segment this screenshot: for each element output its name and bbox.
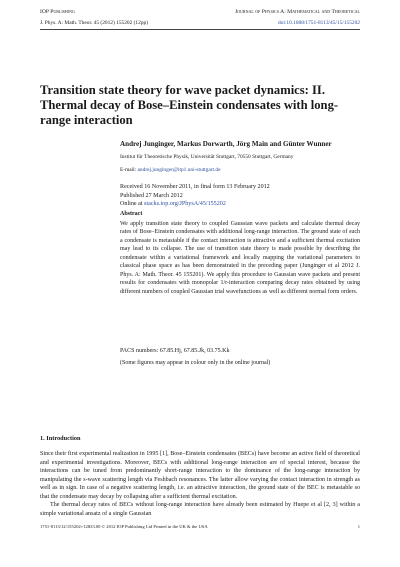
online-url-link[interactable]: stacks.iop.org/JPhysA/45/155202 [144,201,226,208]
journal-name: Journal of Physics A: Mathematical and Theoretical [234,9,360,15]
header-rule [40,29,360,30]
figures-note: (Some figures may appear in colour only in the online journal) [120,360,271,366]
introduction-body [40,450,360,518]
publication-dates [120,183,270,209]
publisher-name: IOP Publishing [40,9,75,15]
abstract-heading: Abstract [120,211,143,217]
online-label: Online at [120,201,143,208]
intro-paragraph-2: The thermal decay rates of BECs without long-range interaction have already been estimated by Huepe et al [2, 3] within a simple variational ansatz of a single Gaussian [40,502,360,517]
author-email [120,167,221,173]
journal-citation: J. Phys. A: Math. Theor. 45 (2012) 155202 (12pp) [40,20,149,26]
author-list: Andrej Junginger, Markus Dorwarth, Jörg Main and Günter Wunner [120,140,332,148]
abstract-text: We apply transition state theory to coupled Gaussian wave packets and calculate thermal decay rates of Bose–Einstein condensates with additional long-range interaction. The ground state of such a condensate is metastable if the contact interaction is attractive and a sufficient thermal excitation may lead to its collapse. The use of transition state theory is made possible by describing the condensate within a variational framework and locally mapping the variational parameters to classical phase space as has been demonstrated in the preceding paper (Junginger et al 2012 J. Phys. A: Math. Theor. 45 155201). We apply this procedure to Gaussian wave packets and present results for condensates with monopolar 1/r-interaction comparing decay rates obtained by using different numbers of coupled Gaussian trial wavefunctions as well as different normal form orders. [120,220,360,295]
email-link[interactable]: andrej.junginger@itp1.uni-stuttgart.de [137,167,221,173]
email-label: E-mail: [120,167,137,173]
published-date: Published 27 March 2012 [120,192,183,199]
article-title: Transition state theory for wave packet dynamics: II. Thermal decay of Bose–Einstein condensates with long-range interaction [40,83,339,128]
author-affiliation: Institut für Theoretische Physik, Universität Stuttgart, 70550 Stuttgart, Germany [120,154,294,160]
section-heading: 1. Introduction [40,435,81,442]
online-line [120,200,270,209]
intro-paragraph-1: Since their first experimental realization in 1995 [1], Bose–Einstein condensates (BECs) have become an active field of theoretical and experimental investigations. Moreover, BECs with additional long-range interaction are of special interest, because the interactions can be tuned from predominantly short-range interaction to the dominance of the long-range interaction by manipulating the s-wave scattering length via Feshbach resonances. The latter allow varying the contact interaction in strength as well as in sign. In case of a negative scattering length, i.e. an attractive interaction, the ground state of the BEC is metastable so that the condensate may decay by collapsing after a sufficient thermal excitation. [40,451,360,500]
footer-copyright: 1751-8113/12/155202+12$33.00 © 2012 IOP Publishing Ltd Printed in the UK & the USA [40,524,208,529]
doi-link[interactable]: doi:10.1088/1751-8113/45/15/155202 [277,20,360,26]
pacs-numbers: PACS numbers: 67.85.Hj, 67.85.Jk, 03.75.Kk [120,348,230,354]
page-number: 1 [357,524,360,529]
received-date: Received 16 November 2011, in final form 13 February 2012 [120,184,270,190]
